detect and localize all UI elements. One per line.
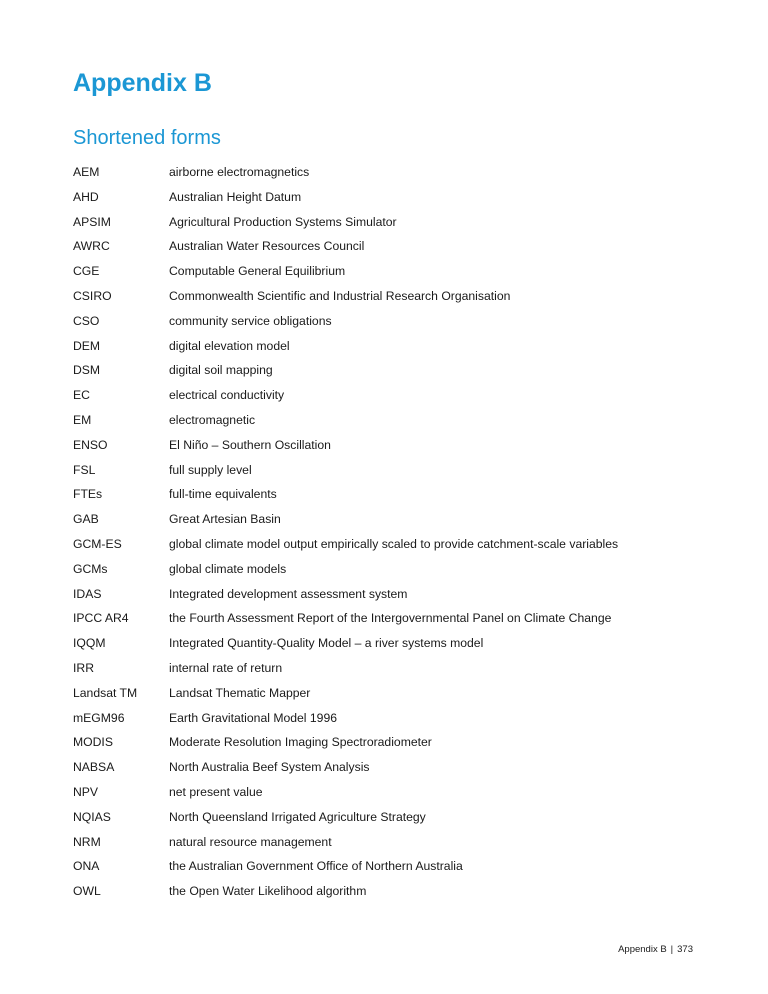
abbreviation-row — [73, 757, 713, 782]
abbreviation-definition: Moderate Resolution Imaging Spectroradiometer — [169, 735, 432, 750]
abbreviation-definition: Earth Gravitational Model 1996 — [169, 710, 338, 725]
abbreviation-definition: Integrated development assessment system — [169, 586, 408, 601]
abbreviation-definition: North Australia Beef System Analysis — [169, 760, 370, 775]
page-title: Appendix B — [73, 69, 212, 97]
abbreviation-term: MODIS — [73, 735, 113, 750]
abbreviation-row — [73, 658, 713, 683]
abbreviation-definition: global climate model output empirically scaled to provide catchment-scale variables — [169, 536, 619, 551]
abbreviation-term: mEGM96 — [73, 710, 125, 725]
footer-section-label: Appendix B — [618, 944, 667, 955]
abbreviation-row — [73, 187, 713, 212]
abbreviation-definition: digital elevation model — [169, 338, 290, 353]
abbreviation-definition: electrical conductivity — [169, 388, 285, 403]
abbreviation-term: GAB — [73, 512, 99, 527]
abbreviation-row — [73, 708, 713, 733]
abbreviation-term: IRR — [73, 660, 94, 675]
abbreviation-definition: global climate models — [169, 561, 287, 576]
abbreviation-row — [73, 807, 713, 832]
page-footer — [618, 944, 693, 955]
abbreviation-row — [73, 336, 713, 361]
abbreviation-row — [73, 385, 713, 410]
abbreviation-term: FTEs — [73, 487, 103, 502]
abbreviation-term: NQIAS — [73, 809, 111, 824]
abbreviation-row — [73, 236, 713, 261]
abbreviation-definition: internal rate of return — [169, 660, 283, 675]
abbreviation-row — [73, 782, 713, 807]
abbreviation-term: EM — [73, 412, 92, 427]
abbreviation-definition: North Queensland Irrigated Agriculture Strategy — [169, 809, 426, 824]
abbreviation-row — [73, 286, 713, 311]
abbreviation-row — [73, 856, 713, 881]
abbreviation-term: DSM — [73, 363, 101, 378]
abbreviation-definition: community service obligations — [169, 313, 332, 328]
abbreviation-definition: airborne electromagnetics — [169, 165, 310, 179]
abbreviation-row — [73, 732, 713, 757]
abbreviation-row — [73, 212, 713, 237]
abbreviation-term: Landsat TM — [73, 685, 138, 700]
abbreviation-definition: El Niño – Southern Oscillation — [169, 437, 331, 452]
footer-separator: | — [670, 944, 674, 955]
abbreviation-term: OWL — [73, 884, 101, 899]
abbreviation-row — [73, 584, 713, 609]
abbreviation-row — [73, 881, 713, 906]
abbreviation-definition: Australian Height Datum — [169, 189, 302, 204]
abbreviation-term: NPV — [73, 784, 99, 799]
abbreviation-term: AWRC — [73, 239, 110, 254]
abbreviation-row — [73, 559, 713, 584]
abbreviation-term: IQQM — [73, 636, 106, 651]
abbreviation-term: CSIRO — [73, 288, 112, 303]
abbreviation-definition: natural resource management — [169, 834, 332, 849]
abbreviation-definition: Landsat Thematic Mapper — [169, 685, 311, 700]
abbreviation-term: CGE — [73, 264, 100, 279]
abbreviation-term: NRM — [73, 834, 101, 849]
abbreviation-definition: the Australian Government Office of Northern Australia — [169, 859, 463, 874]
abbreviation-term: GCM-ES — [73, 536, 122, 551]
abbreviation-row — [73, 261, 713, 286]
page-number: 373 — [677, 944, 693, 955]
abbreviation-term: APSIM — [73, 214, 111, 229]
abbreviation-definition: electromagnetic — [169, 412, 256, 427]
abbreviation-term: ONA — [73, 859, 100, 874]
abbreviation-row — [73, 460, 713, 485]
abbreviation-term: AHD — [73, 189, 99, 204]
abbreviation-term: CSO — [73, 313, 100, 328]
abbreviation-definition: Commonwealth Scientific and Industrial Research Organisation — [169, 288, 511, 303]
abbreviation-definition: net present value — [169, 784, 263, 799]
abbreviation-definition: Australian Water Resources Council — [169, 239, 365, 254]
abbreviation-row — [73, 410, 713, 435]
abbreviation-term: GCMs — [73, 561, 108, 576]
abbreviation-term: IPCC AR4 — [73, 611, 129, 626]
abbreviation-list — [73, 162, 713, 906]
abbreviation-definition: Great Artesian Basin — [169, 512, 281, 527]
abbreviation-row — [73, 832, 713, 857]
abbreviation-term: ENSO — [73, 437, 108, 452]
abbreviation-row — [73, 608, 713, 633]
abbreviation-term: DEM — [73, 338, 101, 353]
abbreviation-row — [73, 484, 713, 509]
abbreviation-definition: Agricultural Production Systems Simulator — [169, 214, 397, 229]
abbreviation-term: EC — [73, 388, 90, 403]
abbreviation-row — [73, 633, 713, 658]
abbreviation-definition: full supply level — [169, 462, 252, 477]
abbreviation-term: AEM — [73, 165, 100, 179]
abbreviation-row — [73, 534, 713, 559]
abbreviation-row — [73, 435, 713, 460]
abbreviation-term: FSL — [73, 462, 96, 477]
abbreviation-row — [73, 360, 713, 385]
section-title: Shortened forms — [73, 127, 221, 149]
abbreviation-definition: full-time equivalents — [169, 487, 277, 502]
abbreviation-definition: digital soil mapping — [169, 363, 273, 378]
abbreviation-row — [73, 509, 713, 534]
abbreviation-term: NABSA — [73, 760, 115, 775]
abbreviation-row — [73, 162, 713, 187]
abbreviation-row — [73, 683, 713, 708]
abbreviation-row — [73, 311, 713, 336]
abbreviation-definition: the Fourth Assessment Report of the Intergovernmental Panel on Climate Change — [169, 611, 612, 626]
abbreviation-definition: Computable General Equilibrium — [169, 264, 346, 279]
abbreviation-term: IDAS — [73, 586, 102, 601]
abbreviation-definition: Integrated Quantity-Quality Model – a river systems model — [169, 636, 484, 651]
abbreviation-definition: the Open Water Likelihood algorithm — [169, 884, 367, 899]
